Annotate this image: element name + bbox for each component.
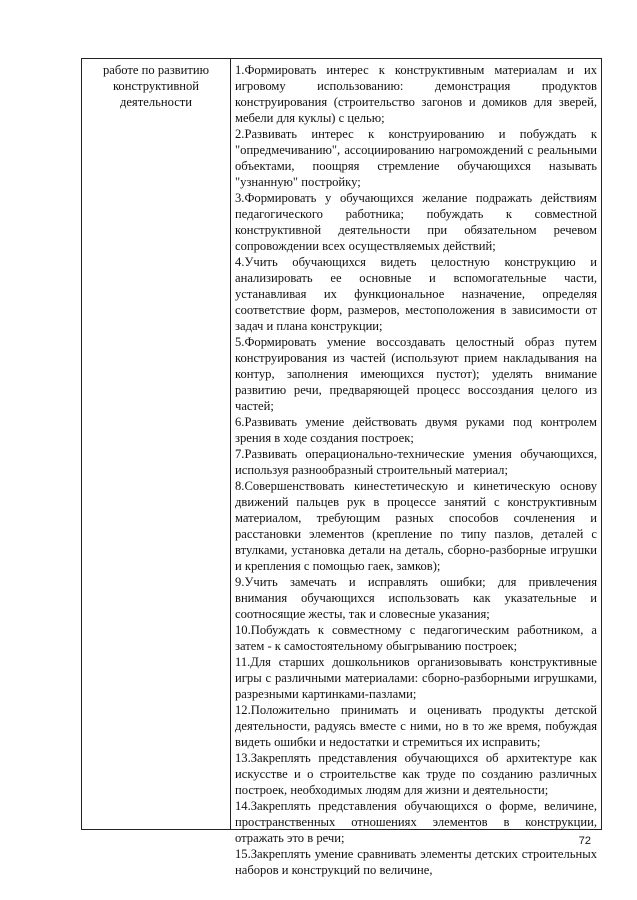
column-divider xyxy=(230,59,231,829)
task-item-12: 12.Положительно принимать и оценивать продукты детской деятельности, радуясь вместе с ними, но в то же время, побуждая видеть ошибки и недостатки и стремиться их исправить; xyxy=(235,703,597,749)
task-item-13: 13.Закреплять представления обучающихся об архитектуре как искусстве и о строительстве как труде по созданию различных построек, необходимых людям для жизни и деятельности; xyxy=(235,751,597,797)
task-item-5: 5.Формировать умение воссоздавать целостный образ путем конструирования из частей (используют прием накладывания на контур, заполнения имеющихся пустот); уделять внимание развитию речи, предваряющей процесс воссоздания целого из частей; xyxy=(235,335,597,413)
task-item-4: 4.Учить обучающихся видеть целостную конструкцию и анализировать ее основные и вспомогательные части, устанавливая их функциональное назначение, определяя соответствие форм, размеров, местоположения в зависимости от задач и плана конструкции; xyxy=(235,255,597,333)
task-item-9: 9.Учить замечать и исправлять ошибки; для привлечения внимания обучающихся использовать как указательные и соотносящие жесты, так и словесные указания; xyxy=(235,575,597,621)
task-item-1: 1.Формировать интерес к конструктивным материалам и их игровому использованию: демонстрация продуктов конструирования (строительство загонов и домиков для зверей, мебели для куклы) с целью; xyxy=(235,63,597,125)
task-item-10: 10.Побуждать к совместному с педагогическим работником, а затем - к самостоятельному обыгрыванию построек; xyxy=(235,623,597,653)
task-item-15: 15.Закреплять умение сравнивать элементы детских строительных наборов и конструкций по величине, xyxy=(235,847,597,877)
task-item-8: 8.Совершенствовать кинестетическую и кинетическую основу движений пальцев рук в процессе занятий с конструктивным материалом, требующим разных способов сочленения и расстановки элементов (крепление по типу пазлов, деталей с втулками, установка детали на деталь, сборно-разборные игрушки и крепления с помощью гаек, замков); xyxy=(235,479,597,573)
section-title-cell: работе по развитию конструктивной деятельности xyxy=(102,63,210,109)
task-item-6: 6.Развивать умение действовать двумя руками под контролем зрения в ходе создания построек; xyxy=(235,415,597,445)
tasks-cell xyxy=(235,62,597,878)
task-item-7: 7.Развивать операционально-технические умения обучающихся, используя разнообразный строительный материал; xyxy=(235,447,597,477)
task-item-14: 14.Закреплять представления обучающихся о форме, величине, пространственных отношениях элементов в конструкции, отражать это в речи; xyxy=(235,799,597,845)
page-number: 72 xyxy=(578,835,591,847)
task-item-2: 2.Развивать интерес к конструированию и побуждать к "опредмечиванию", ассоциированию нагромождений с реальными объектами, поощряя стремление обучающихся называть "узнанную" постройку; xyxy=(235,127,597,189)
task-item-11: 11.Для старших дошкольников организовывать конструктивные игры с различными материалами: сборно-разборными игрушками, разрезными картинками-пазлами; xyxy=(235,655,597,701)
task-item-3: 3.Формировать у обучающихся желание подражать действиям педагогического работника; побуждать к совместной конструктивной деятельности при обязательном речевом сопровождении всех осуществляемых действий; xyxy=(235,191,597,253)
